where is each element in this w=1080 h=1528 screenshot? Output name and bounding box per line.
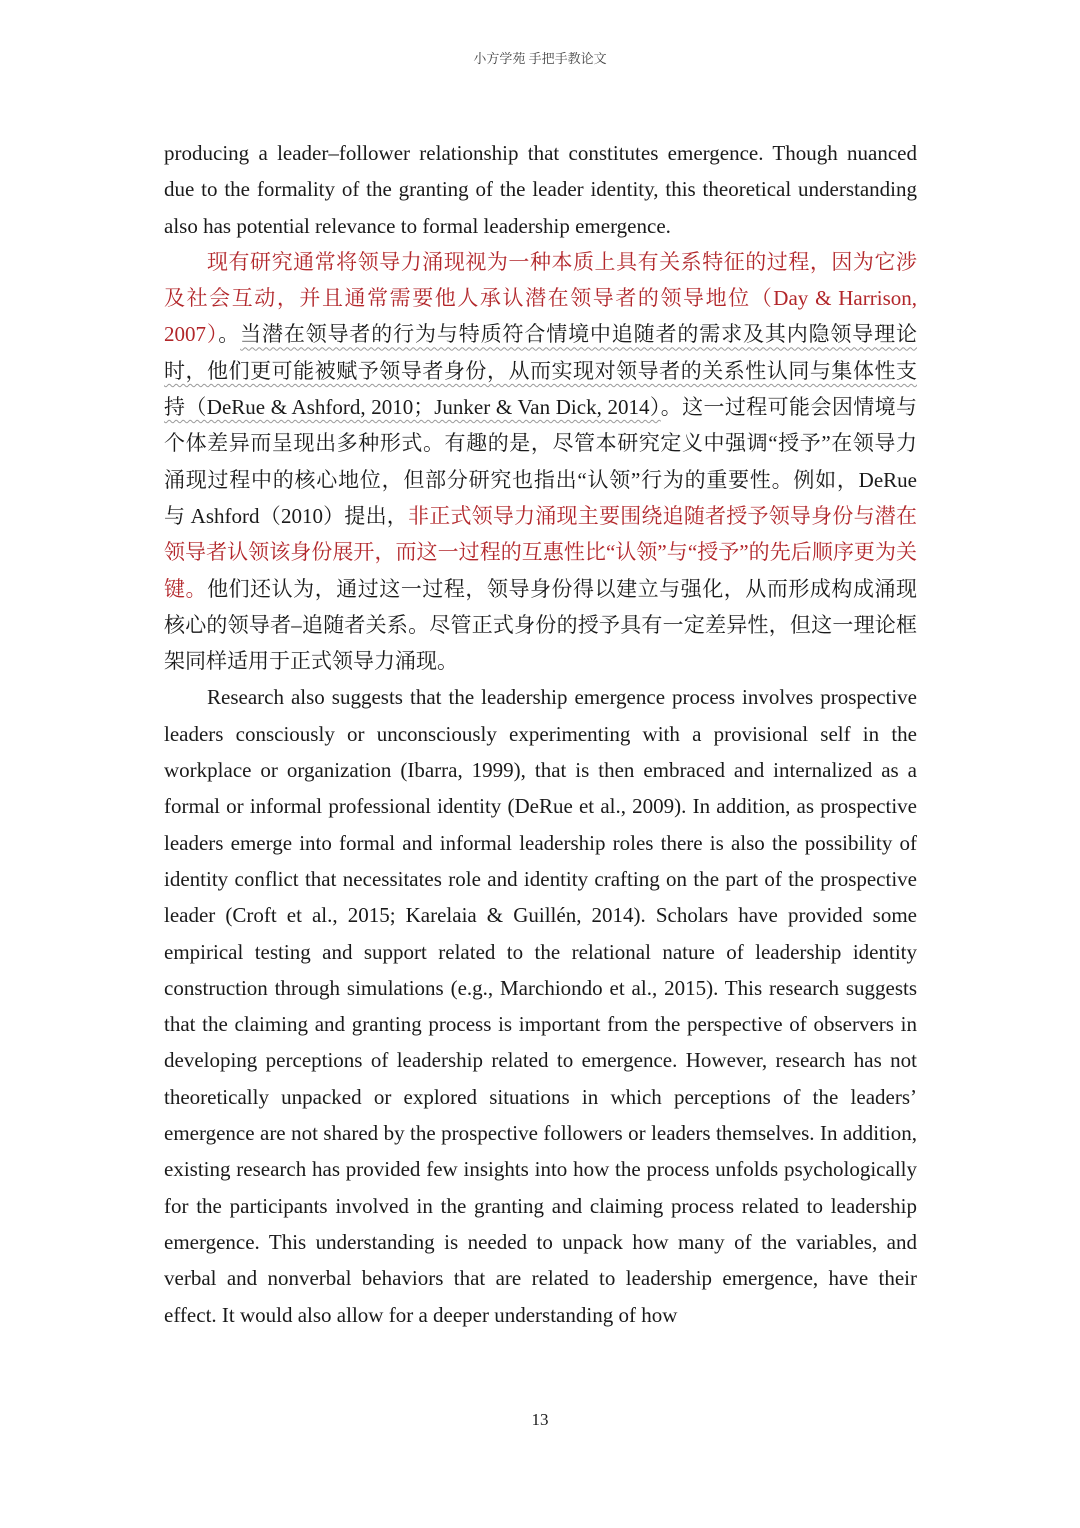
document-body [164,135,917,1333]
paragraph-english-1: producing a leader–follower relationship that constitutes emergence. Though nuanced due to the formality of the granting of the leader identity, this theoretical understanding also has potential relevance to formal leadership emergence. [164,141,917,238]
highlighted-text: 非正式领导力涌现主要围绕追随者授予领导身份与潜在领导者认领该身份展开，而这一过程的互惠性比“认领”与“授予”的先后顺序更为关键。 [164,503,918,601]
wavy-underlined-text: 当潜在领导者的行为与特质符合情境中追随者的需求及其内隐领导理论时，他们更可能被赋予领导者身份，从而实现对领导者的关系性认同与集体性支持（DeRue & Ashford, 2010；Junker & Van Dick, 2014） [164,322,918,420]
highlighted-text: 现有研究通常将领导力涌现视为一种本质上具有关系特征的过程，因为它涉及社会互动，并且通常需要他人承认潜在领导者的领导地位（Day & Harrison, 2007） [164,249,917,347]
text-segment: 他们还认为，通过这一过程，领导身份得以建立与强化，从而形成构成涌现核心的领导者–追随者关系。尽管正式身份的授予具有一定差异性，但这一理论框架同样适用于正式领导力涌现。 [164,576,918,674]
page-number: 13 [531,1410,549,1429]
text-segment: 。 [218,322,241,347]
paragraph-english-2: Research also suggests that the leadership emergence process involves prospective leaders consciously or unconsciously experimenting with a provisional self in the workplace or organization (Ibarra, 1999), that is then embraced and internalized as a formal or informal professional identity (DeRue et al., 2009). In addition, as prospective leaders emerge into formal and informal leadership roles there is also the possibility of identity conflict that necessitates role and identity crafting on the part of the prospective leader (Croft et al., 2015; Karelaia & Guillén, 2014). Scholars have provided some empirical testing and support related to the relational nature of leadership identity construction through simulations (e.g., Marchiondo et al., 2015). This research suggests that the claiming and granting process is important from the perspective of observers in developing perceptions of leadership related to emergence. However, research has not theoretically unpacked or explored situations in which perceptions of the leaders’ emergence are not shared by the prospective followers or leaders themselves. In addition, existing research has provided few insights into how the process unfolds psychologically for the participants involved in the granting and claiming process related to leadership emergence. This understanding is needed to unpack how many of the variables, and verbal and nonverbal behaviors that are related to leadership emergence, have their effect. It would also allow for a deeper understanding of how [164,685,917,1327]
paragraph-chinese [164,244,917,680]
text-segment: 。这一过程可能会因情境与个体差异而呈现出多种形式。有趣的是，尽管本研究定义中强调“授予”在领导力涌现过程中的核心地位，但部分研究也指出“认领”行为的重要性。例如，DeRue 与 Ashford（2010）提出， [164,395,917,528]
page-header: 小方学苑 手把手教论文 [473,51,607,66]
